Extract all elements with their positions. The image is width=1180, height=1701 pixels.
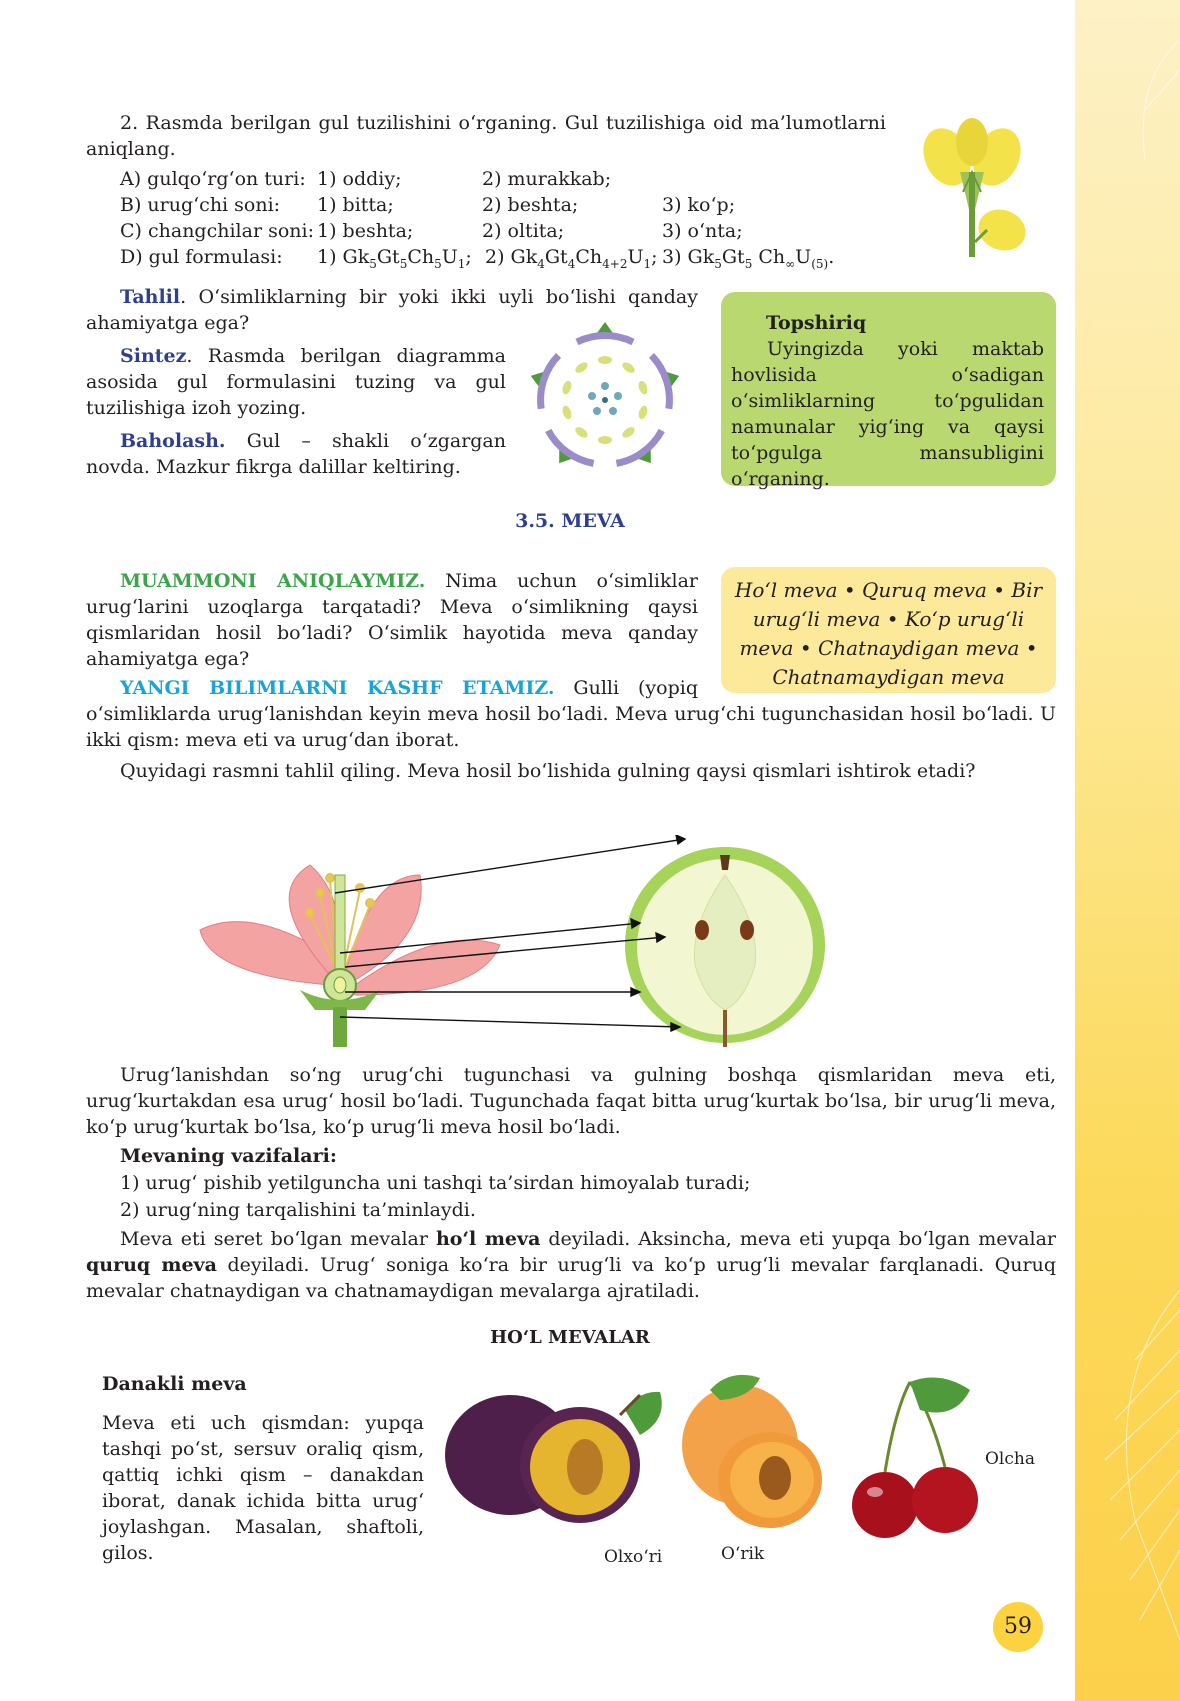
row-label: C) changchilar soni: — [120, 220, 314, 242]
keywords-text: Ho‘l meva • Quruq meva • Bir urug‘li meva • Ko‘p urug‘li meva • Chatnaydigan meva • Chatnamaydigan meva — [734, 578, 1043, 689]
formula-option-3: 3) $Gk_5Gt_5$ $Ch_\infty U_{(5)}$. — [662, 246, 835, 271]
plum-label: Olxo‘ri — [604, 1547, 663, 1567]
function-item: 1) urug‘ pishib yetilguncha uni tashqi ta’sirdan himoyalab turadi; — [120, 1172, 751, 1194]
task-box-title: Topshiriq — [766, 312, 867, 334]
cherries — [852, 1378, 978, 1539]
functions-title: Mevaning vazifalari: — [120, 1145, 337, 1167]
option: 2) murakkab; — [482, 168, 612, 190]
keywords-box — [721, 567, 1056, 693]
apple-half — [625, 847, 825, 1047]
danakli-text: Meva eti uch qismdan: yupqa tashqi po‘st, sersuv oraliq qism, qattiq ichki qism – danakdan iborat, danak ichida bitta urug‘ joylashgan. Masalan, shaftoli, gilos. — [102, 1412, 424, 1564]
option-row-a — [120, 166, 306, 192]
discover-first-line: YANGI BILIMLARNI KASHF ETAMIZ. Gulli (yopiq — [120, 677, 698, 699]
cherry-label: Olcha — [985, 1449, 1035, 1469]
formula-option-2: 2) $Gk_4Gt_4Ch_{4+2}U_1$; — [485, 246, 658, 271]
option: 2) beshta; — [482, 194, 579, 216]
option: 1) bitta; — [317, 194, 394, 216]
option: 1) beshta; — [317, 220, 414, 242]
question-intro: 2. Rasmda berilgan gul tuzilishini o‘rganing. Gul tuzilishiga oid ma’lumotlarni aniqlang. — [86, 112, 886, 160]
task-box — [721, 292, 1056, 490]
option: 2) oltita; — [482, 220, 565, 242]
section-title: 3.5. MEVA — [515, 510, 625, 532]
flower-diagram — [525, 320, 685, 480]
page-number: 59 — [993, 1602, 1043, 1652]
discover-paragraph: o‘simliklarda urug‘lanishdan keyin meva hosil bo‘ladi. Meva urug‘chi tugunchasidan hosil bo‘ladi. U ikki qism: meva eti va urug‘dan iborat. — [86, 703, 1056, 751]
apricot — [682, 1375, 822, 1528]
function-item: 2) urug‘ning tarqalishini ta’minlaydi. — [120, 1199, 476, 1221]
option: 3) ko‘p; — [662, 194, 736, 216]
leaf-pattern — [1075, 0, 1180, 1701]
option: 1) oddiy; — [317, 168, 402, 190]
plum — [445, 1392, 662, 1523]
fruit-types-paragraph: Meva eti seret bo‘lgan mevalar ho‘l meva deyiladi. Aksincha, meva eti yupqa bo‘lgan mevalar quruq meva deyiladi. Urug‘ soniga ko‘ra bir urug‘li va ko‘p urug‘li mevalar farqlanadi. Quruq mevalar chatnaydigan va chatnamaydigan mevalarga ajratiladi. — [86, 1228, 1056, 1302]
stone-fruits-image — [440, 1370, 1040, 1555]
subheading: HO‘L MEVALAR — [490, 1327, 650, 1348]
formula-option-1: 1) $Gk_5Gt_5Ch_5U_1$; — [317, 246, 472, 271]
analyze-text: Quyidagi rasmni tahlil qiling. Meva hosil bo‘lishida gulning qaysi qismlari ishtirok etadi? — [120, 760, 976, 782]
problem-paragraph: MUAMMONI ANIQLAYMIZ. Nima uchun o‘simliklar urug‘larini uzoqlarga tarqatadi? Meva o‘simlikning qaysi qismlaridan hosil bo‘ladi? O‘simlik hayotida meva qanday ahamiyatga ega? — [86, 570, 698, 670]
tahlil-paragraph: Tahlil. O‘simliklarning bir yoki ikki uyli bo‘lishi qanday ahamiyatga ega? — [86, 286, 698, 334]
yellow-flower-image — [905, 112, 1040, 262]
flower-to-fruit-diagram — [180, 835, 900, 1050]
sintez-paragraph: Sintez. Rasmda berilgan diagramma asosida gul formulasini tuzing va gul tuzilishiga izoh yozing. — [86, 345, 506, 419]
row-label: B) urug‘chi soni: — [120, 194, 281, 216]
row-label: D) gul formulasi: — [120, 246, 283, 268]
task-box-text: Uyingizda yoki maktab hovlisida o‘sadigan o‘simliklarning to‘pgulidan namunalar yig‘ing va qaysi to‘pgulga mansubligini o‘rganing. — [731, 338, 1044, 490]
fertilization-paragraph: Urug‘lanishdan so‘ng urug‘chi tugunchasi va gulning boshqa qismlaridan meva eti, urug‘kurtakdan esa urug‘ hosil bo‘ladi. Tugunchada faqat bitta urug‘kurtak bo‘lsa, bir urug‘li meva, ko‘p urug‘kurtak bo‘lsa, ko‘p urug‘li meva hosil bo‘ladi. — [86, 1064, 1056, 1138]
decorative-side-band — [1075, 0, 1180, 1701]
apricot-label: O‘rik — [721, 1544, 765, 1564]
baholash-paragraph: Baholash. Gul – shakli o‘zgargan novda. Mazkur fikrga dalillar keltiring. — [86, 430, 506, 478]
row-label: A) gulqo‘rg‘on turi: — [120, 168, 306, 190]
option: 3) o‘nta; — [662, 220, 743, 242]
danakli-title: Danakli meva — [102, 1373, 247, 1395]
